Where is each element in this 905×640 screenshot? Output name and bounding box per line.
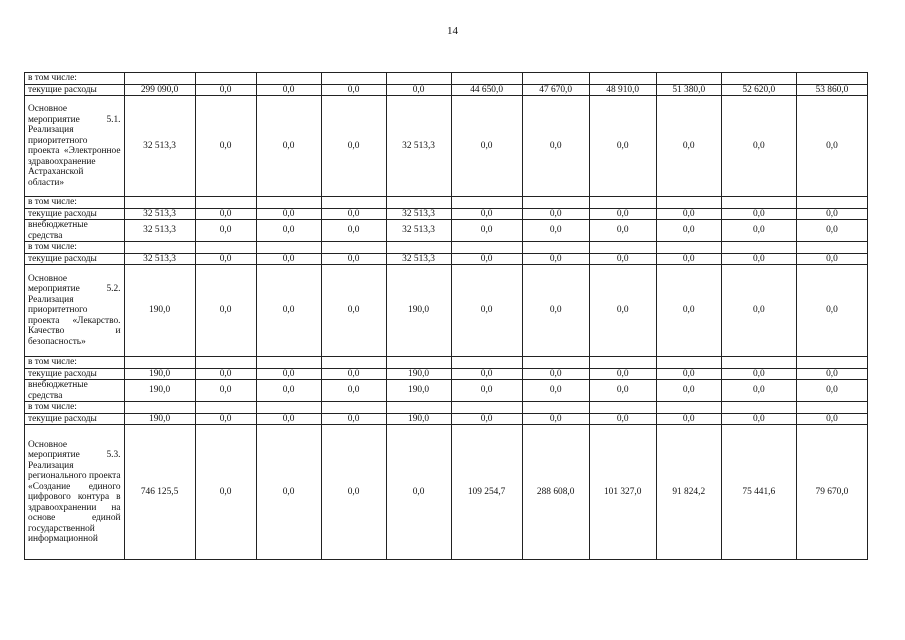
table-cell: 190,0	[386, 413, 451, 425]
table-cell	[321, 402, 386, 414]
table-cell: 47 670,0	[522, 84, 589, 96]
table-cell: 0,0	[451, 368, 522, 380]
table-cell	[451, 402, 522, 414]
table-cell: 0,0	[656, 253, 721, 265]
table-cell	[656, 402, 721, 414]
table-cell: 101 327,0	[589, 425, 656, 560]
table-cell: 0,0	[321, 96, 386, 197]
table-cell	[451, 242, 522, 254]
table-cell: 0,0	[656, 208, 721, 220]
table-cell: 0,0	[796, 220, 867, 242]
table-cell: 0,0	[721, 413, 796, 425]
table-cell	[195, 242, 256, 254]
row-label: текущие расходы	[25, 253, 125, 265]
activity-label: Основное мероприятие 5.3. Реализация регионального проекта «Создание единого цифрового контура в здравоохранении на основе единой государственной информационной	[25, 425, 125, 560]
table-cell	[796, 357, 867, 369]
table-cell	[321, 197, 386, 209]
table-cell: 0,0	[195, 425, 256, 560]
table-cell: 44 650,0	[451, 84, 522, 96]
table-cell	[386, 357, 451, 369]
table-cell: 0,0	[256, 368, 321, 380]
table-cell: 32 513,3	[124, 208, 195, 220]
table-cell: 0,0	[321, 253, 386, 265]
table-cell: 0,0	[195, 96, 256, 197]
table-cell	[796, 197, 867, 209]
table-cell: 0,0	[589, 208, 656, 220]
table-cell: 190,0	[124, 413, 195, 425]
table-cell	[321, 242, 386, 254]
table-cell	[195, 73, 256, 85]
table-cell: 91 824,2	[656, 425, 721, 560]
table-cell: 0,0	[589, 265, 656, 357]
table-cell: 0,0	[796, 253, 867, 265]
table-cell: 109 254,7	[451, 425, 522, 560]
table-cell: 0,0	[796, 368, 867, 380]
table-cell: 0,0	[451, 220, 522, 242]
table-cell: 0,0	[589, 413, 656, 425]
table-row	[25, 402, 868, 414]
table-cell: 0,0	[796, 413, 867, 425]
table-row	[25, 242, 868, 254]
table-cell: 0,0	[195, 265, 256, 357]
table-cell: 0,0	[656, 413, 721, 425]
table-cell	[589, 73, 656, 85]
table-cell: 0,0	[522, 413, 589, 425]
table-row	[25, 73, 868, 85]
table-cell	[721, 73, 796, 85]
table-row	[25, 197, 868, 209]
table-cell	[522, 357, 589, 369]
row-label: в том числе:	[25, 73, 125, 85]
table-cell	[451, 357, 522, 369]
table-cell: 0,0	[522, 220, 589, 242]
table-cell: 32 513,3	[386, 220, 451, 242]
table-cell: 0,0	[656, 220, 721, 242]
table-cell	[124, 357, 195, 369]
table-cell: 32 513,3	[124, 96, 195, 197]
table-cell: 0,0	[522, 368, 589, 380]
table-cell	[195, 402, 256, 414]
table-cell	[321, 73, 386, 85]
table-cell	[386, 197, 451, 209]
table-cell	[256, 73, 321, 85]
table-row	[25, 413, 868, 425]
row-label: в том числе:	[25, 197, 125, 209]
table-cell: 0,0	[256, 220, 321, 242]
table-cell: 0,0	[321, 380, 386, 402]
table-cell	[256, 242, 321, 254]
table-cell: 0,0	[656, 265, 721, 357]
table-cell: 51 380,0	[656, 84, 721, 96]
table-cell: 0,0	[256, 413, 321, 425]
table-cell: 0,0	[589, 368, 656, 380]
budget-table	[24, 72, 868, 560]
table-cell: 32 513,3	[386, 96, 451, 197]
table-cell: 0,0	[721, 220, 796, 242]
table-cell	[321, 357, 386, 369]
table-cell: 0,0	[256, 265, 321, 357]
table-cell	[589, 402, 656, 414]
row-label: внебюджетные средства	[25, 380, 125, 402]
table-cell: 190,0	[386, 265, 451, 357]
table-cell: 0,0	[451, 208, 522, 220]
table-cell: 0,0	[321, 208, 386, 220]
table-cell	[796, 73, 867, 85]
table-cell	[256, 197, 321, 209]
table-row	[25, 368, 868, 380]
table-cell: 0,0	[195, 413, 256, 425]
table-cell: 53 860,0	[796, 84, 867, 96]
table-cell: 0,0	[451, 380, 522, 402]
table-cell: 32 513,3	[386, 253, 451, 265]
table-cell	[195, 357, 256, 369]
row-label: текущие расходы	[25, 84, 125, 96]
table-cell: 75 441,6	[721, 425, 796, 560]
table-cell	[656, 242, 721, 254]
table-cell	[451, 197, 522, 209]
table-cell	[656, 73, 721, 85]
table-cell	[124, 242, 195, 254]
row-label: в том числе:	[25, 402, 125, 414]
table-row	[25, 84, 868, 96]
table-cell: 0,0	[195, 208, 256, 220]
table-cell: 0,0	[721, 368, 796, 380]
table-cell	[721, 402, 796, 414]
table-cell: 48 910,0	[589, 84, 656, 96]
table-cell: 0,0	[589, 220, 656, 242]
table-cell	[656, 357, 721, 369]
table-cell	[386, 402, 451, 414]
table-cell: 0,0	[721, 380, 796, 402]
table-cell: 0,0	[796, 265, 867, 357]
table-cell	[796, 242, 867, 254]
table-cell	[589, 357, 656, 369]
table-cell	[721, 242, 796, 254]
table-cell: 0,0	[321, 413, 386, 425]
table-cell	[195, 197, 256, 209]
table-cell: 0,0	[522, 208, 589, 220]
table-cell: 0,0	[195, 84, 256, 96]
table-cell: 0,0	[721, 265, 796, 357]
table-cell	[522, 73, 589, 85]
table-cell	[124, 197, 195, 209]
table-cell	[124, 73, 195, 85]
table-cell: 52 620,0	[721, 84, 796, 96]
table-cell: 190,0	[124, 380, 195, 402]
table-row	[25, 220, 868, 242]
table-cell	[721, 357, 796, 369]
table-cell: 0,0	[796, 208, 867, 220]
table-cell	[589, 197, 656, 209]
activity-label: Основное мероприятие 5.2. Реализация приоритетного проекта «Лекарство. Качество и безопасность»	[25, 265, 125, 357]
table-cell	[124, 402, 195, 414]
table-cell: 0,0	[321, 265, 386, 357]
table-cell	[256, 402, 321, 414]
table-cell: 0,0	[195, 380, 256, 402]
table-row	[25, 357, 868, 369]
table-cell	[522, 402, 589, 414]
table-cell: 0,0	[451, 253, 522, 265]
table-cell: 190,0	[386, 368, 451, 380]
table-cell: 0,0	[321, 425, 386, 560]
row-label: текущие расходы	[25, 208, 125, 220]
table-cell: 0,0	[589, 96, 656, 197]
table-cell: 0,0	[721, 208, 796, 220]
table-row	[25, 208, 868, 220]
table-cell: 0,0	[589, 380, 656, 402]
table-cell: 190,0	[124, 265, 195, 357]
table-cell: 299 090,0	[124, 84, 195, 96]
table-cell: 190,0	[124, 368, 195, 380]
table-cell	[451, 73, 522, 85]
table-cell: 0,0	[796, 380, 867, 402]
table-cell: 32 513,3	[124, 220, 195, 242]
table-cell	[386, 242, 451, 254]
table-cell: 0,0	[721, 253, 796, 265]
table-cell: 0,0	[256, 425, 321, 560]
table-cell: 0,0	[321, 84, 386, 96]
table-cell: 0,0	[451, 265, 522, 357]
table-cell: 0,0	[256, 253, 321, 265]
row-label: текущие расходы	[25, 368, 125, 380]
table-cell: 0,0	[386, 84, 451, 96]
table-cell: 0,0	[321, 368, 386, 380]
table-cell	[522, 242, 589, 254]
table-cell: 32 513,3	[386, 208, 451, 220]
table-cell: 0,0	[721, 96, 796, 197]
table-cell: 0,0	[195, 368, 256, 380]
table-cell: 746 125,5	[124, 425, 195, 560]
table-cell: 0,0	[796, 96, 867, 197]
table-cell: 288 608,0	[522, 425, 589, 560]
table-cell: 0,0	[195, 253, 256, 265]
table-cell: 0,0	[656, 368, 721, 380]
table-cell	[589, 242, 656, 254]
table-row	[25, 425, 868, 560]
table-cell	[796, 402, 867, 414]
table-cell: 0,0	[656, 380, 721, 402]
table-row	[25, 265, 868, 357]
table-cell: 0,0	[256, 96, 321, 197]
table-cell	[256, 357, 321, 369]
table-cell: 0,0	[522, 265, 589, 357]
table-cell: 32 513,3	[124, 253, 195, 265]
table-cell: 0,0	[256, 84, 321, 96]
row-label: в том числе:	[25, 242, 125, 254]
table-cell: 0,0	[195, 220, 256, 242]
table-cell: 0,0	[321, 220, 386, 242]
table-cell: 0,0	[451, 413, 522, 425]
activity-label: Основное мероприятие 5.1. Реализация приоритетного проекта «Электронное здравоохранение Астраханской области»	[25, 96, 125, 197]
page-number: 14	[447, 25, 458, 37]
table-cell	[522, 197, 589, 209]
table-row	[25, 380, 868, 402]
table-cell: 0,0	[256, 208, 321, 220]
table-cell	[656, 197, 721, 209]
table-cell: 0,0	[522, 96, 589, 197]
table-cell: 0,0	[522, 253, 589, 265]
table-cell: 0,0	[256, 380, 321, 402]
table-cell: 79 670,0	[796, 425, 867, 560]
row-label: в том числе:	[25, 357, 125, 369]
table-cell: 0,0	[656, 96, 721, 197]
table-cell: 0,0	[386, 425, 451, 560]
table-cell: 0,0	[451, 96, 522, 197]
table-cell: 0,0	[522, 380, 589, 402]
table-cell: 0,0	[589, 253, 656, 265]
table-cell	[386, 73, 451, 85]
table-cell	[721, 197, 796, 209]
table-row	[25, 253, 868, 265]
row-label: внебюджетные средства	[25, 220, 125, 242]
table-cell: 190,0	[386, 380, 451, 402]
row-label: текущие расходы	[25, 413, 125, 425]
table-row	[25, 96, 868, 197]
